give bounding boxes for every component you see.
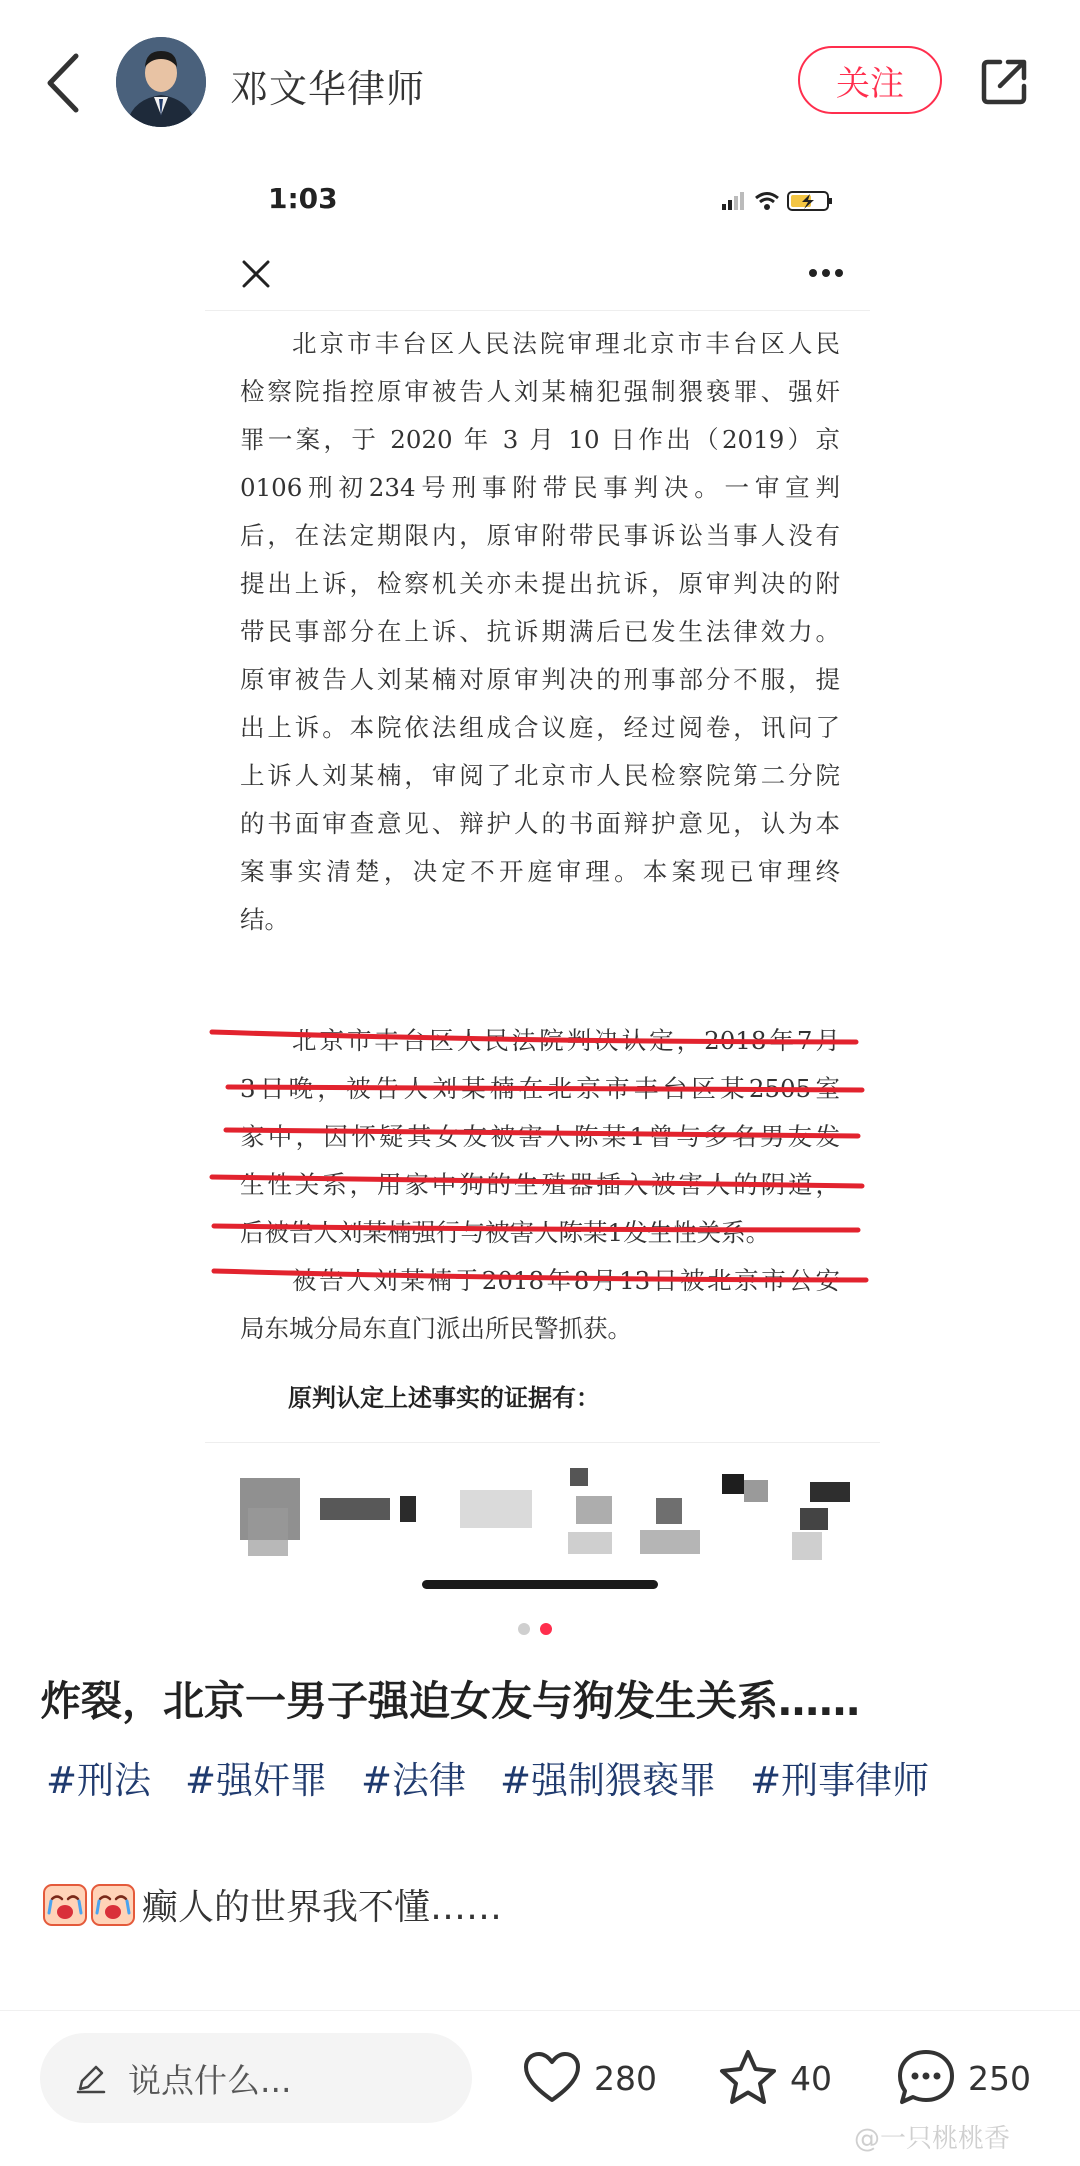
top-nav-bar	[0, 0, 1080, 170]
doc-line: 带民事部分在上诉、抗诉期满后已发生法律效力。	[240, 617, 840, 646]
doc-line: 3日晚，被告人刘某楠在北京市丰台区某2505室	[240, 1074, 840, 1103]
post-body-text: 癫人的世界我不懂……	[142, 1886, 503, 1928]
doc-line: 局东城分局东直门派出所民警抓获。	[240, 1314, 632, 1343]
doc-line: 家中，因怀疑其女友被害人陈某1曾与多名男友发	[240, 1122, 840, 1151]
post-title: 炸裂，北京一男子强迫女友与狗发生关系……	[40, 1677, 860, 1725]
chevron-left-icon[interactable]	[40, 50, 84, 116]
like-count: 280	[594, 2058, 657, 2098]
heart-icon	[520, 2046, 584, 2110]
doc-line: 上诉人刘某楠，审阅了北京市人民检察院第二分院	[240, 761, 840, 790]
status-time: 1:03	[268, 182, 338, 215]
doc-line: 后，在法定期限内，原审附带民事诉讼当事人没有	[240, 521, 840, 550]
doc-line: 结。	[240, 905, 289, 934]
carousel-dot[interactable]	[518, 1623, 530, 1635]
doc-line: 生性关系，用家中狗的生殖器插入被害人的阴道，	[240, 1170, 840, 1199]
watermark: @一只桃桃香	[854, 2124, 1011, 2154]
hashtag-link[interactable]: #强奸罪	[185, 1759, 328, 1802]
carousel-dot-active[interactable]	[540, 1623, 552, 1635]
hashtag-link[interactable]: #刑事律师	[750, 1759, 930, 1802]
doc-line: 案事实清楚，决定不开庭审理。本案现已审理终	[240, 857, 840, 886]
follow-button[interactable]: 关注	[798, 46, 942, 114]
comment-button[interactable]	[894, 2040, 1031, 2116]
carousel-dots	[518, 1623, 562, 1637]
doc-line: 提出上诉，检察机关亦未提出抗诉，原审判决的附	[240, 569, 840, 598]
divider	[205, 1442, 880, 1443]
doc-line: 0106刑初234号刑事附带民事判决。一审宣判	[240, 473, 840, 502]
close-icon[interactable]	[240, 258, 272, 290]
comment-bubble-icon	[894, 2046, 958, 2110]
doc-line: 罪一案，于 2020 年 3 月 10 日作出（2019）京	[240, 425, 840, 454]
star-icon	[716, 2046, 780, 2110]
collect-count: 40	[790, 2058, 832, 2098]
doc-line: 北京市丰台区人民法院判决认定，2018年7月	[292, 1026, 840, 1055]
pen-icon	[74, 2061, 108, 2095]
home-indicator	[422, 1580, 658, 1589]
doc-line: 后被告人刘某楠强行与被害人陈某1发生性关系。	[240, 1218, 771, 1247]
comment-input[interactable]	[40, 2033, 472, 2123]
crying-face-emoji	[90, 1881, 136, 1927]
blurred-content	[240, 1468, 860, 1578]
doc-line: 的书面审查意见、辩护人的书面辩护意见，认为本	[240, 809, 840, 838]
like-button[interactable]	[520, 2040, 657, 2116]
status-icons	[722, 188, 842, 214]
hashtag-link[interactable]: #法律	[361, 1759, 467, 1802]
doc-line: 被告人刘某楠于2018年8月13日被北京市公安	[292, 1266, 840, 1295]
doc-line: 原审被告人刘某楠对原审判决的刑事部分不服，提	[240, 665, 840, 694]
author-avatar[interactable]	[116, 37, 206, 127]
tag-list	[46, 1750, 963, 1802]
crying-face-emoji	[42, 1881, 88, 1927]
divider	[205, 310, 870, 311]
comment-placeholder: 说点什么...	[128, 2060, 292, 2100]
divider	[0, 2010, 1080, 2011]
hashtag-link[interactable]: #强制猥亵罪	[500, 1759, 717, 1802]
post-image[interactable]	[0, 170, 1080, 1600]
author-name[interactable]: 邓文华律师	[230, 67, 426, 111]
doc-line: 北京市丰台区人民法院审理北京市丰台区人民	[292, 329, 840, 358]
collect-button[interactable]	[716, 2040, 832, 2116]
post-body	[42, 1878, 502, 1930]
hashtag-link[interactable]: #刑法	[46, 1759, 152, 1802]
evidence-heading: 原判认定上述事实的证据有：	[288, 1384, 600, 1412]
comment-count: 250	[968, 2058, 1031, 2098]
more-icon[interactable]	[808, 266, 844, 280]
share-icon[interactable]	[978, 54, 1032, 108]
doc-line: 检察院指控原审被告人刘某楠犯强制猥亵罪、强奸	[240, 377, 840, 406]
doc-line: 出上诉。本院依法组成合议庭，经过阅卷，讯问了	[240, 713, 840, 742]
